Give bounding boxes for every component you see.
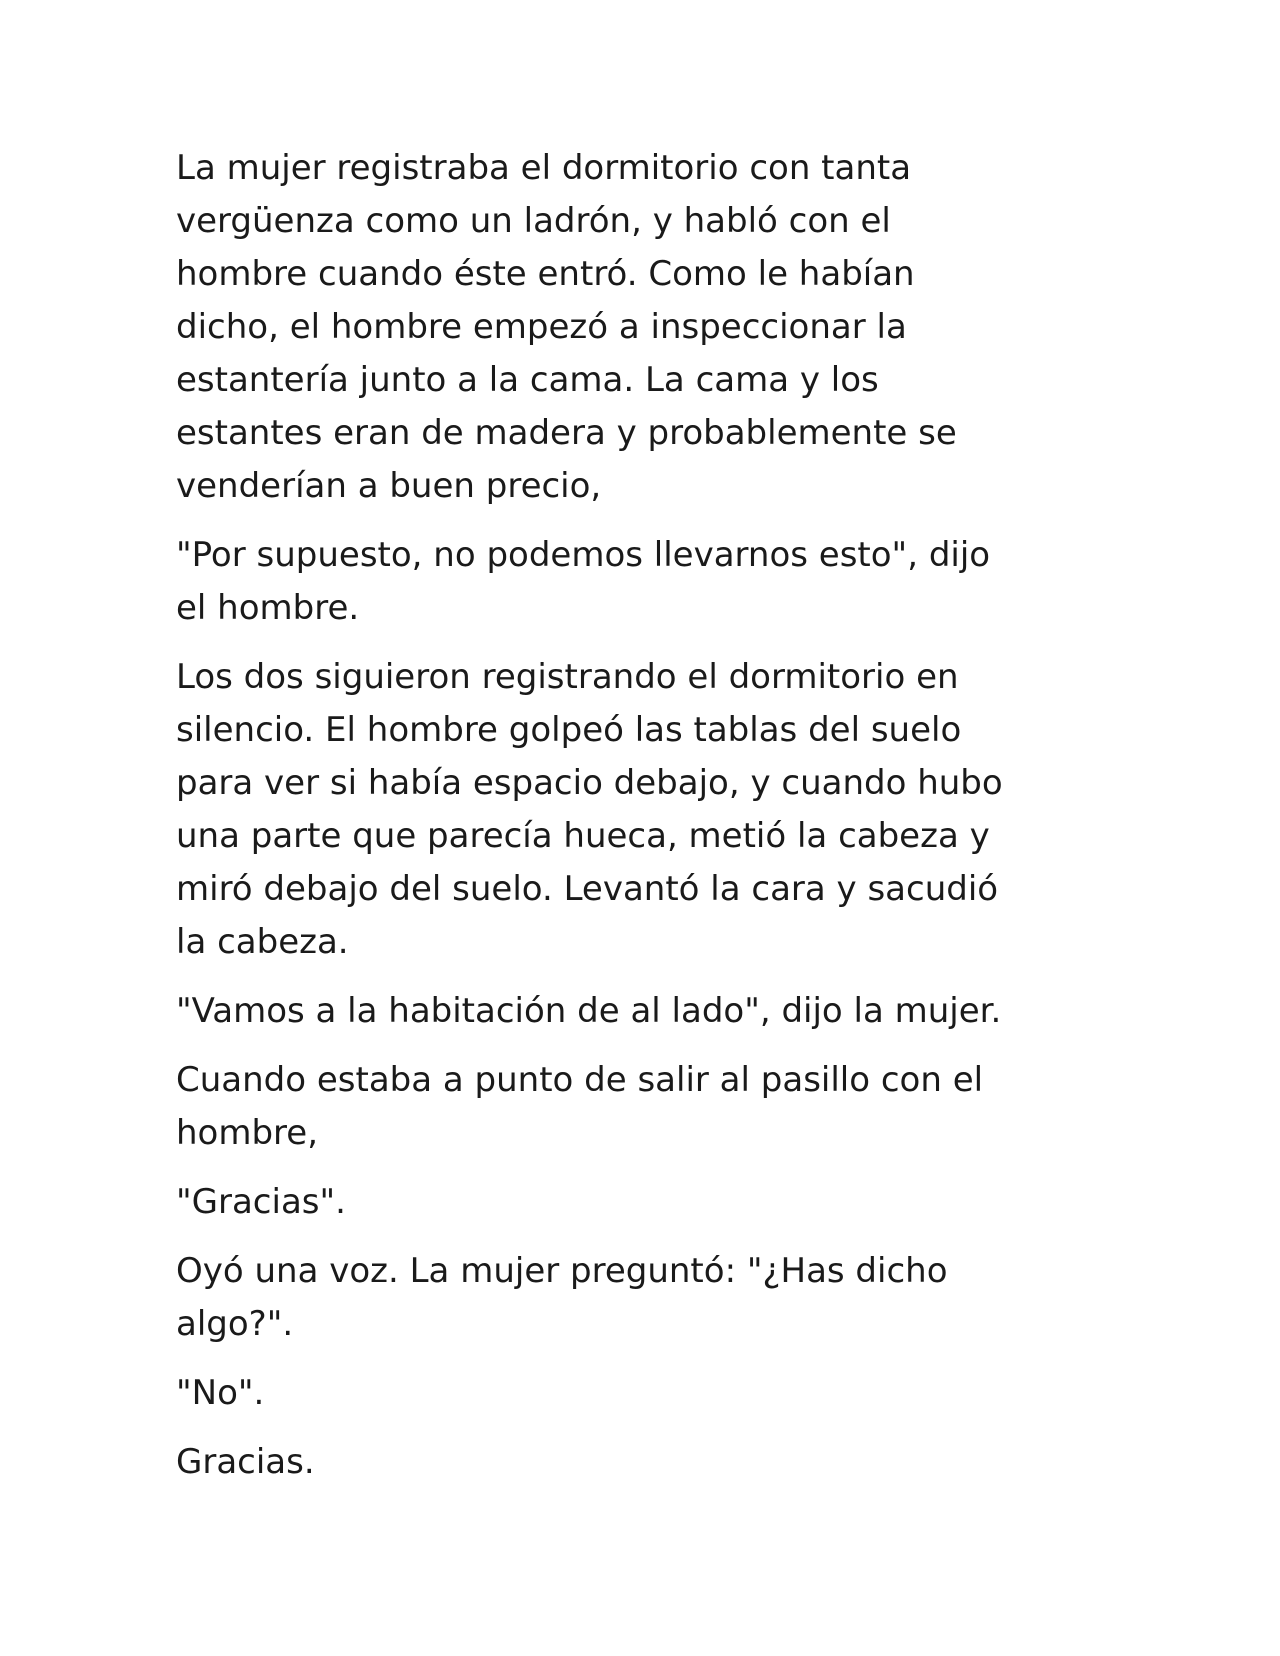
text-line: hombre cuando éste entró. Como le habían — [176, 254, 915, 294]
text-line: venderían a buen precio, — [176, 466, 602, 506]
text-line: "No". — [176, 1373, 265, 1413]
text-line: estantería junto a la cama. La cama y los — [176, 360, 879, 400]
text-line: Cuando estaba a punto de salir al pasillo con el — [176, 1060, 984, 1100]
text-line: Oyó una voz. La mujer preguntó: "¿Has dicho — [176, 1251, 948, 1291]
paragraph-1 — [176, 142, 1126, 513]
text-line: hombre, — [176, 1113, 319, 1153]
text-line: silencio. El hombre golpeó las tablas del suelo — [176, 710, 962, 750]
document-body — [176, 142, 1126, 1505]
text-line: "Por supuesto, no podemos llevarnos esto", dijo — [176, 535, 991, 575]
text-line: vergüenza como un ladrón, y habló con el — [176, 201, 891, 241]
text-line: "Gracias". — [176, 1182, 346, 1222]
paragraph-7 — [176, 1245, 1126, 1351]
paragraph-9 — [176, 1436, 1126, 1489]
text-line: estantes eran de madera y probablemente se — [176, 413, 957, 453]
text-line: la cabeza. — [176, 922, 349, 962]
text-line: una parte que parecía hueca, metió la cabeza y — [176, 816, 990, 856]
paragraph-5 — [176, 1054, 1126, 1160]
text-line: La mujer registraba el dormitorio con tanta — [176, 148, 912, 188]
paragraph-2 — [176, 529, 1126, 635]
text-line: Los dos siguieron registrando el dormitorio en — [176, 657, 959, 697]
text-line: dicho, el hombre empezó a inspeccionar la — [176, 307, 907, 347]
paragraph-8 — [176, 1367, 1126, 1420]
text-line: algo?". — [176, 1304, 294, 1344]
text-line: miró debajo del suelo. Levantó la cara y sacudió — [176, 869, 999, 909]
paragraph-3 — [176, 651, 1126, 969]
paragraph-4 — [176, 985, 1126, 1038]
text-line: Gracias. — [176, 1442, 315, 1482]
text-line: "Vamos a la habitación de al lado", dijo la mujer. — [176, 991, 1002, 1031]
text-line: el hombre. — [176, 588, 360, 628]
text-line: para ver si había espacio debajo, y cuando hubo — [176, 763, 1003, 803]
paragraph-6 — [176, 1176, 1126, 1229]
